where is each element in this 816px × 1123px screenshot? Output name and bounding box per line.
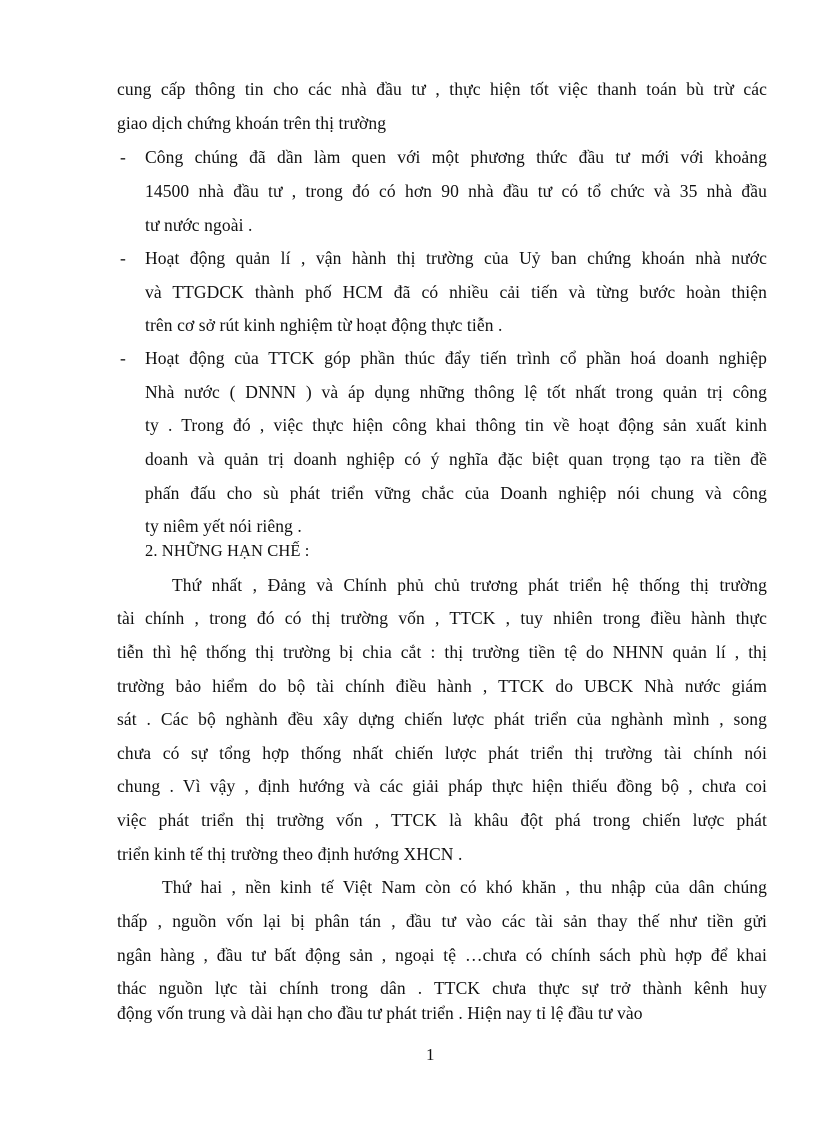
bullet-line: 14500 nhà đầu tư , trong đó có hơn 90 nhà đầu tư có tổ chức và 35 nhà đầu xyxy=(145,181,767,201)
bullet-line: tư nước ngoài . xyxy=(145,215,253,235)
section-heading: 2. NHỮNG HẠN CHẾ : xyxy=(145,541,310,560)
paragraph-line: thấp , nguồn vốn lại bị phân tán , đầu tư vào các tài sản thay thế như tiền gửi xyxy=(117,911,767,931)
page-number: 1 xyxy=(426,1045,435,1064)
bullet-line: Nhà nước ( DNNN ) và áp dụng những thông lệ tốt nhất trong quản trị công xyxy=(145,382,767,402)
bullet-marker: - xyxy=(120,248,126,268)
paragraph-line: giao dịch chứng khoán trên thị trường xyxy=(117,113,387,133)
bullet-line: ty niêm yết nói riêng . xyxy=(145,516,302,536)
bullet-line: phấn đấu cho sù phát triển vững chắc của Doanh nghiệp nói chung và công xyxy=(145,483,767,503)
bullet-marker: - xyxy=(120,348,126,368)
bullet-line: trên cơ sở rút kinh nghiệm từ hoạt động thực tiễn . xyxy=(145,315,503,335)
bullet-line: Hoạt động quản lí , vận hành thị trường của Uỷ ban chứng khoán nhà nước xyxy=(145,248,767,268)
paragraph-line: Thứ nhất , Đảng và Chính phủ chủ trương phát triển hệ thống thị trường xyxy=(172,575,767,595)
paragraph-line: sát . Các bộ nghành đều xây dựng chiến lược phát triển của nghành mình , song xyxy=(117,709,767,729)
paragraph-line: thác nguồn lực tài chính trong dân . TTCK chưa thực sự trở thành kênh huy xyxy=(117,978,767,998)
bullet-line: Hoạt động của TTCK góp phần thúc đẩy tiến trình cổ phần hoá doanh nghiệp xyxy=(145,348,767,368)
paragraph-line: động vốn trung và dài hạn cho đầu tư phát triển . Hiện nay tỉ lệ đầu tư vào xyxy=(117,1003,643,1023)
paragraph-line: triển kinh tế thị trường theo định hướng XHCN . xyxy=(117,844,463,864)
paragraph-line: chưa có sự tổng hợp thống nhất chiến lược phát triển thị trường tài chính nói xyxy=(117,743,767,763)
paragraph-line: tiễn thì hệ thống thị trường bị chia cắt : thị trường tiền tệ do NHNN quản lí , thị xyxy=(117,642,767,662)
bullet-line: doanh và quản trị doanh nghiệp có ý nghĩa đặc biệt quan trọng tạo ra tiền đề xyxy=(145,449,767,469)
bullet-line: ty . Trong đó , việc thực hiện công khai thông tin về hoạt động sản xuất kinh xyxy=(145,415,767,435)
bullet-marker: - xyxy=(120,147,126,167)
paragraph-line: việc phát triển thị trường vốn , TTCK là khâu đột phá trong chiến lược phát xyxy=(117,810,767,830)
paragraph-line: trường bảo hiểm do bộ tài chính điều hành , TTCK do UBCK Nhà nước giám xyxy=(117,676,767,696)
bullet-line: Công chúng đã dần làm quen với một phương thức đầu tư mới với khoảng xyxy=(145,147,767,167)
paragraph-line: Thứ hai , nền kinh tế Việt Nam còn có khó khăn , thu nhập của dân chúng xyxy=(162,877,767,897)
paragraph-line: chung . Vì vậy , định hướng và các giải pháp thực hiện thiếu đồng bộ , chưa coi xyxy=(117,776,767,796)
paragraph-line: cung cấp thông tin cho các nhà đầu tư , thực hiện tốt việc thanh toán bù trừ các xyxy=(117,79,767,99)
bullet-line: và TTGDCK thành phố HCM đã có nhiều cải tiến và từng bước hoàn thiện xyxy=(145,282,767,302)
paragraph-line: tài chính , trong đó có thị trường vốn , TTCK , tuy nhiên trong điều hành thực xyxy=(117,608,767,628)
paragraph-line: ngân hàng , đầu tư bất động sản , ngoại tệ …chưa có chính sách phù hợp để khai xyxy=(117,945,767,965)
